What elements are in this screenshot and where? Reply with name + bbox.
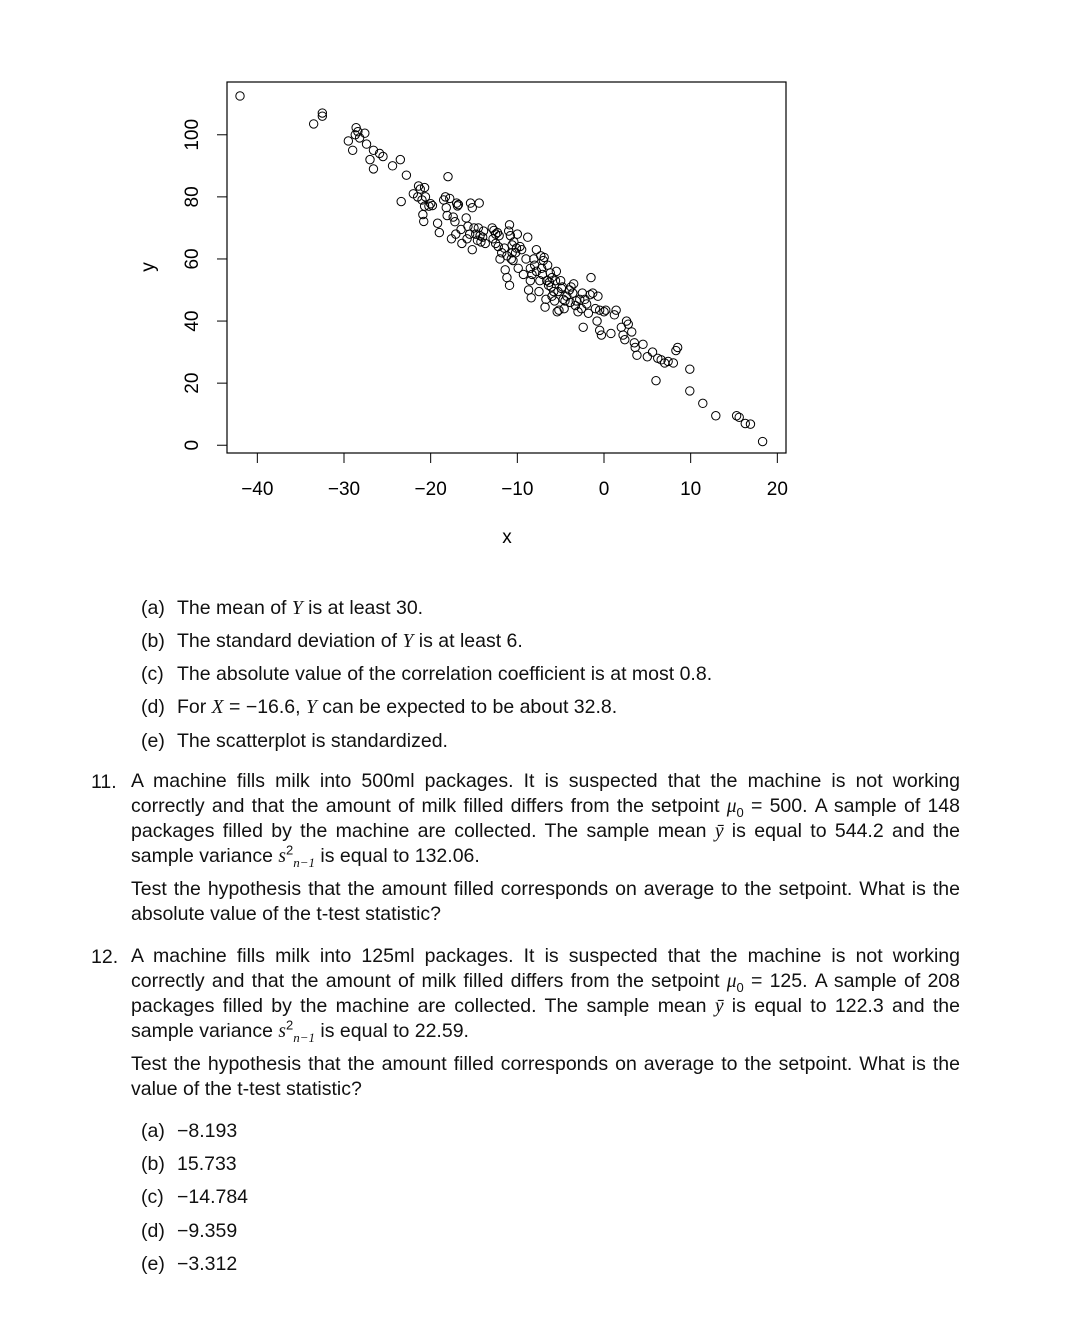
data-point [362, 140, 370, 148]
data-point [524, 233, 532, 241]
question-12 [131, 944, 960, 1102]
data-point [746, 420, 754, 428]
data-point [442, 204, 450, 212]
data-point [443, 211, 451, 219]
data-point [444, 172, 452, 180]
x-tick-label: −40 [241, 479, 274, 500]
q12-option-b: (b) 15.733 [141, 1153, 237, 1175]
x-axis-label: x [502, 527, 512, 548]
y-tick-label: 60 [182, 248, 203, 270]
data-point [505, 221, 513, 229]
data-point [369, 165, 377, 173]
data-point [579, 323, 587, 331]
data-point [555, 306, 563, 314]
data-point [466, 199, 474, 207]
question-11-stem: A machine fills milk into 500ml packages. It is suspected that the machine is not working correctly and that the amount of milk filled differs from the setpoint $\mu_0 = 500$. A sample of 148 packages filled by the machine are collected. The sample mean ȳ is equal to 544.2 and the sample variance $s^2_{n-1}$ is equal to 132.06. [131, 770, 960, 870]
data-point [541, 303, 549, 311]
x-axis [241, 453, 788, 500]
y-tick-label: 0 [182, 439, 203, 451]
data-point [344, 137, 352, 145]
q12-option-c: (c) −14.784 [141, 1186, 249, 1208]
data-point [535, 287, 543, 295]
data-point [652, 376, 660, 384]
data-point [582, 300, 590, 308]
data-point [699, 399, 707, 407]
data-point [532, 245, 540, 253]
data-point [451, 218, 459, 226]
y-tick-label: 100 [182, 118, 203, 151]
data-point [509, 256, 517, 264]
data-point [587, 273, 595, 281]
data-point [527, 294, 535, 302]
q10-option-c: (c) The absolute value of the correlation coefficient is at most 0.8. [141, 663, 713, 685]
x-tick-label: 10 [680, 479, 702, 500]
question-11 [131, 769, 960, 927]
data-point [686, 387, 694, 395]
q10-option-d: (d) For X = −16.6, Y can be expected to be about 32.8. [141, 696, 618, 718]
question-number-11: 11. [91, 771, 117, 793]
data-point [348, 146, 356, 154]
data-point [758, 437, 766, 445]
data-point [602, 306, 610, 314]
y-tick-label: 20 [182, 372, 203, 394]
data-point [388, 162, 396, 170]
plot-frame [227, 82, 786, 453]
data-point [686, 365, 694, 373]
data-point [519, 270, 527, 278]
data-point [522, 255, 530, 263]
y-tick-label: 40 [182, 310, 203, 332]
data-point [628, 328, 636, 336]
data-point [458, 239, 466, 247]
data-point [435, 228, 443, 236]
data-point [503, 273, 511, 281]
data-point [597, 331, 605, 339]
data-point [593, 317, 601, 325]
data-point [546, 269, 554, 277]
q12-option-e: (e) −3.312 [141, 1253, 238, 1275]
data-point [309, 120, 317, 128]
data-point [712, 412, 720, 420]
data-point [639, 340, 647, 348]
data-point [402, 171, 410, 179]
data-point [669, 359, 677, 367]
q10-option-a: (a) The mean of Y is at least 30. [141, 597, 424, 619]
y-tick-label: 80 [182, 186, 203, 208]
data-point [631, 343, 639, 351]
data-point [621, 335, 629, 343]
x-tick-label: 20 [766, 479, 788, 500]
data-point [552, 267, 560, 275]
x-tick-label: −30 [327, 479, 361, 500]
question-number-12: 12. [91, 946, 119, 968]
data-point [475, 199, 483, 207]
data-point [449, 213, 457, 221]
data-point [561, 297, 569, 305]
x-tick-label: −10 [501, 479, 534, 500]
data-point [673, 343, 681, 351]
data-point [633, 351, 641, 359]
data-point [468, 245, 476, 253]
y-axis-label: y [138, 262, 159, 272]
question-12-stem: A machine fills milk into 125ml packages. It is suspected that the machine is not working correctly and that the amount of milk filled differs from the setpoint $\mu_0 = 125$. A sample of 208 packages filled by the machine are collected. The sample mean ȳ is equal to 122.3 and the sample variance $s^2_{n-1}$ is equal to 22.59. [131, 945, 960, 1045]
x-tick-label: 0 [598, 479, 610, 500]
question-11-prompt: Test the hypothesis that the amount filled corresponds on average to the setpoint. What is the absolute value of the t-test statistic? [131, 878, 960, 925]
question-12-prompt: Test the hypothesis that the amount filled corresponds on average to the setpoint. What is the value of the t-test statistic? [131, 1053, 960, 1100]
data-point [505, 281, 513, 289]
data-point [501, 266, 509, 274]
scatter-plot [0, 0, 1078, 570]
y-axis [182, 119, 227, 451]
data-point [397, 197, 405, 205]
q10-option-e: (e) The scatterplot is standardized. [141, 730, 448, 752]
data-point [624, 320, 632, 328]
x-tick-label: −20 [414, 479, 447, 500]
data-point [462, 214, 470, 222]
q12-option-d: (d) −9.359 [141, 1220, 238, 1242]
data-point [366, 155, 374, 163]
data-point [643, 353, 651, 361]
data-point [464, 222, 472, 230]
data-point [396, 155, 404, 163]
data-points [236, 92, 767, 446]
q12-option-a: (a) −8.193 [141, 1120, 238, 1142]
data-point [524, 286, 532, 294]
data-point [619, 331, 627, 339]
data-point [607, 329, 615, 337]
data-point [595, 326, 603, 334]
data-point [433, 219, 441, 227]
data-point [610, 311, 618, 319]
data-point [612, 306, 620, 314]
q10-option-b: (b) The standard deviation of Y is at least 6. [141, 630, 523, 652]
data-point [236, 92, 244, 100]
